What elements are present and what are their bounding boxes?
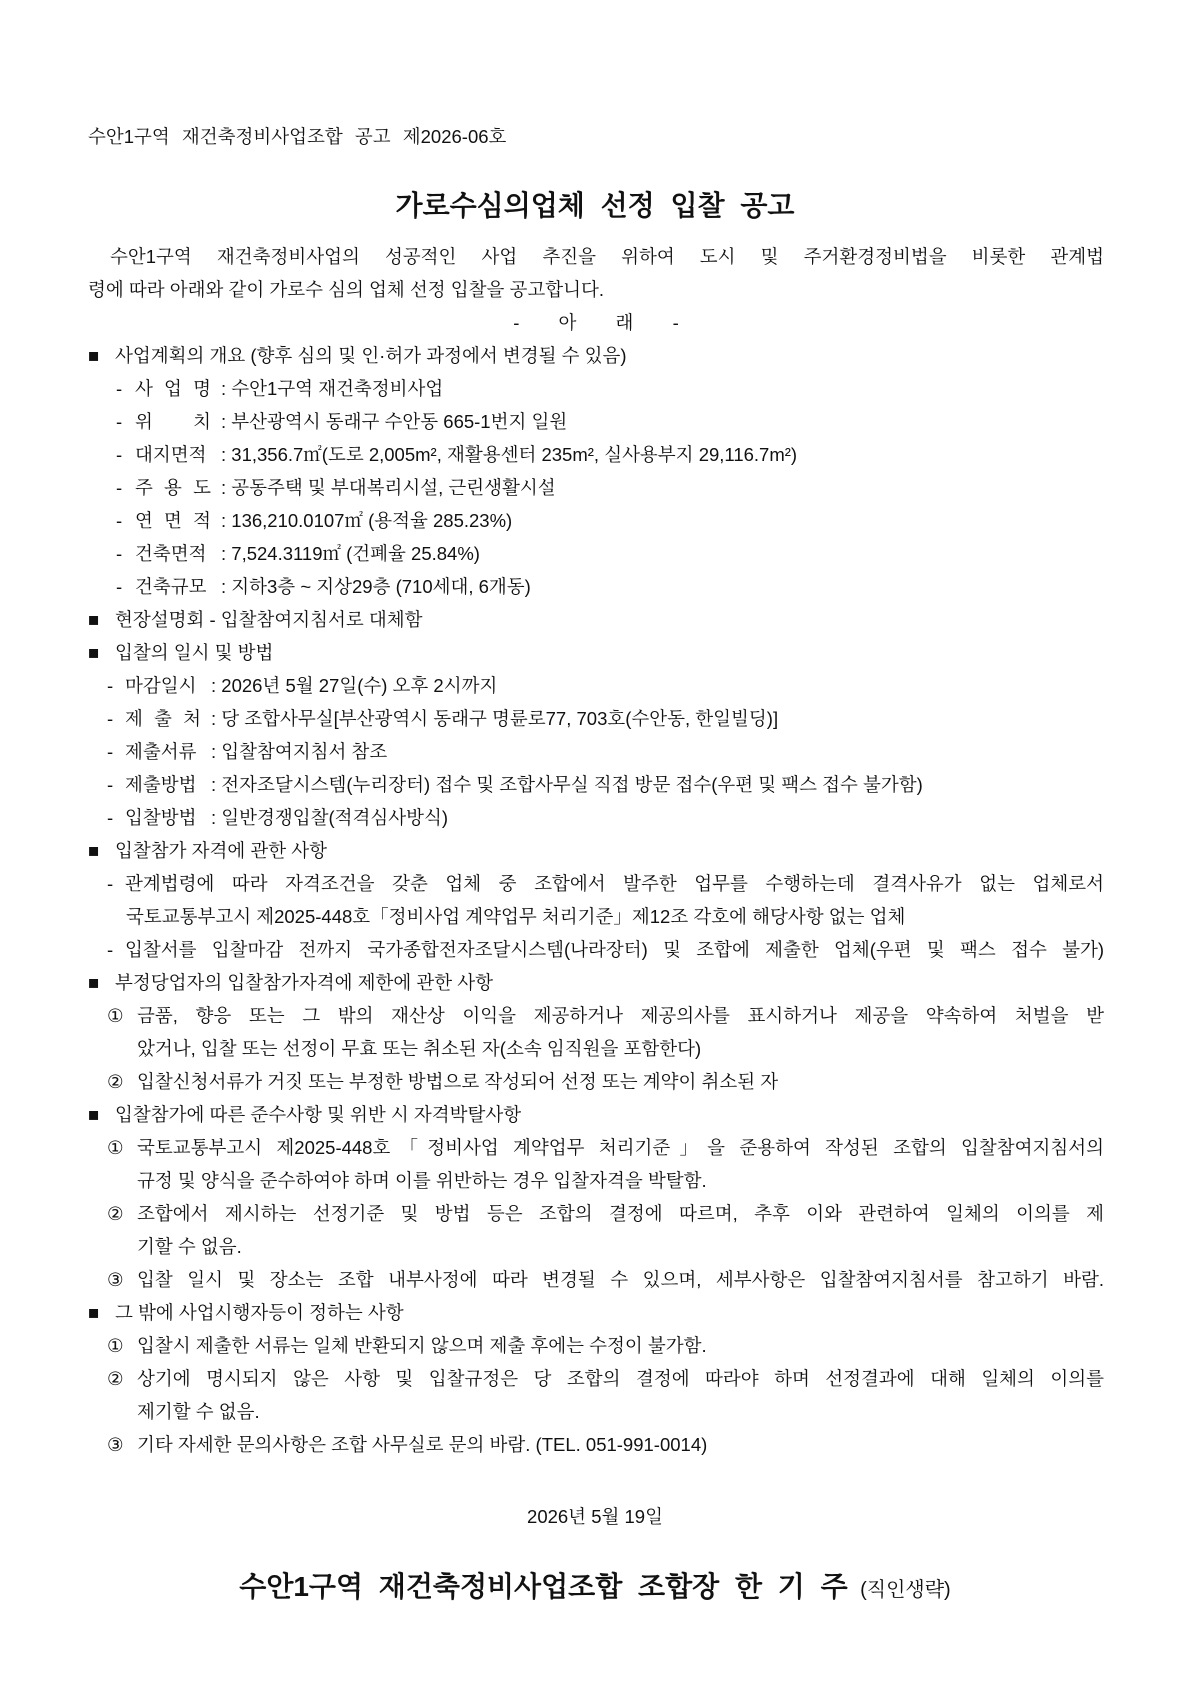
- item-bullet: -: [107, 708, 114, 729]
- intro-line: [88, 273, 1104, 306]
- section-heading: [88, 834, 1104, 867]
- item-label: 대지면적: [135, 444, 207, 465]
- section-disqualified-bidders: [88, 966, 1104, 1098]
- schedule-item: [88, 801, 1104, 834]
- item-bullet: -: [116, 477, 123, 498]
- section-marker: ■: [88, 1104, 100, 1125]
- item-value: : 전자조달시스템(누리장터) 접수 및 조합사무실 직접 방문 접수(우편 및 팩스 접수 불가함): [211, 774, 923, 795]
- overview-item: [88, 372, 1104, 405]
- item-value: : 지하3층 ~ 지상29층 (710세대, 6개동): [221, 576, 531, 597]
- seal-omitted-note: (직인생략): [860, 1579, 951, 1601]
- item-number: ①: [107, 1137, 124, 1158]
- overview-item: [88, 537, 1104, 570]
- below-marker: - 아 래 -: [513, 312, 679, 333]
- item-number: ②: [107, 1368, 124, 1389]
- item-label: 제 출 처: [125, 708, 201, 729]
- document-title: 가로수심의업체 선정 입찰 공고: [395, 190, 795, 221]
- section-heading: [88, 603, 1104, 636]
- numbered-item-continuation: [88, 1395, 1104, 1428]
- item-value: : 수안1구역 재건축정비사업: [221, 378, 444, 399]
- item-text: 기할 수 없음.: [137, 1236, 242, 1257]
- section-marker: ■: [88, 840, 100, 861]
- overview-item: [88, 471, 1104, 504]
- section-heading-text: 입찰참가 자격에 관한 사항: [115, 840, 328, 861]
- item-number: ③: [107, 1269, 124, 1290]
- numbered-item: [88, 999, 1104, 1032]
- item-text: 관계법령에 따라 자격조건을 갖춘 업체 중 조합에서 발주한 업무를 수행하는데 결격사유가 없는 업체로서: [125, 873, 1104, 894]
- eligibility-item: [88, 867, 1104, 900]
- item-value: : 31,356.7㎡(도로 2,005m², 재활용센터 235m², 실사용부지 29,116.7m²): [221, 444, 798, 465]
- item-value: : 공동주택 및 부대복리시설, 근린생활시설: [221, 477, 556, 498]
- item-text: 국토교통부고시 제2025-448호「정비사업 계약업무 처리기준」제12조 각호에 해당사항 없는 업체: [126, 906, 906, 927]
- item-number: ②: [107, 1071, 124, 1092]
- schedule-item: [88, 669, 1104, 702]
- numbered-item: [88, 1065, 1104, 1098]
- item-bullet: -: [107, 807, 114, 828]
- item-bullet: -: [107, 741, 114, 762]
- schedule-item: [88, 768, 1104, 801]
- overview-item: [88, 570, 1104, 603]
- item-label: 제출방법: [125, 774, 197, 795]
- section-other-matters: [88, 1296, 1104, 1461]
- item-text: 입찰신청서류가 거짓 또는 부정한 방법으로 작성되어 선정 또는 계약이 취소된 자: [137, 1071, 779, 1092]
- item-bullet: -: [116, 444, 123, 465]
- section-marker: ■: [88, 1302, 100, 1323]
- section-site-briefing: [88, 603, 1104, 636]
- item-label: 마감일시: [125, 675, 197, 696]
- section-heading-text: 입찰의 일시 및 방법: [115, 642, 274, 663]
- numbered-item: [88, 1263, 1104, 1296]
- item-value: : 당 조합사무실[부산광역시 동래구 명륜로77, 703호(수안동, 한일빌딩)]: [211, 708, 779, 729]
- eligibility-item-continuation: [88, 900, 1104, 933]
- item-value: : 일반경쟁입찰(적격심사방식): [211, 807, 449, 828]
- item-bullet: -: [116, 543, 123, 564]
- item-value: : 136,210.0107㎡ (용적율 285.23%): [221, 510, 513, 531]
- item-label: 건축면적: [135, 543, 207, 564]
- item-number: ②: [107, 1203, 124, 1224]
- item-bullet: -: [107, 675, 114, 696]
- item-value: : 2026년 5월 27일(수) 오후 2시까지: [211, 675, 498, 696]
- item-label: 주 용 도: [135, 477, 211, 498]
- item-bullet: -: [116, 510, 123, 531]
- section-heading-text: 부정당업자의 입찰참가자격에 제한에 관한 사항: [115, 972, 493, 993]
- numbered-item-continuation: [88, 1230, 1104, 1263]
- numbered-item-continuation: [88, 1164, 1104, 1197]
- section-heading-text: 입찰참가에 따른 준수사항 및 위반 시 자격박탈사항: [115, 1104, 522, 1125]
- item-bullet: -: [107, 774, 114, 795]
- item-bullet: -: [116, 411, 123, 432]
- signature-block: [0, 1566, 1190, 1613]
- item-bullet: -: [116, 576, 123, 597]
- item-text: 국토교통부고시 제2025-448호「정비사업 계약업무 처리기준」을 준용하여 작성된 조합의 입찰참여지침서의: [137, 1137, 1104, 1158]
- schedule-item: [88, 735, 1104, 768]
- section-eligibility: [88, 834, 1104, 966]
- item-value: : 7,524.3119㎡ (건폐율 25.84%): [221, 543, 480, 564]
- item-value: : 입찰참여지침서 참조: [211, 741, 388, 762]
- section-heading: [88, 1098, 1104, 1131]
- section-marker: ■: [88, 972, 100, 993]
- item-text: 조합에서 제시하는 선정기준 및 방법 등은 조합의 결정에 따르며, 추후 이와 관련하여 일체의 이의를 제: [137, 1203, 1104, 1224]
- item-value: : 부산광역시 동래구 수안동 665-1번지 일원: [221, 411, 568, 432]
- item-text: 입찰 일시 및 장소는 조합 내부사정에 따라 변경될 수 있으며, 세부사항은 입찰참여지침서를 참고하기 바람.: [137, 1269, 1104, 1290]
- item-text: 입찰서를 입찰마감 전까지 국가종합전자조달시스템(나라장터) 및 조합에 제출한 업체(우편 및 팩스 접수 불가): [125, 939, 1104, 960]
- section-bid-schedule: [88, 636, 1104, 834]
- section-marker: ■: [88, 609, 100, 630]
- intro-line: [88, 240, 1104, 273]
- item-number: ①: [107, 1335, 124, 1356]
- numbered-item-continuation: [88, 1032, 1104, 1065]
- item-label: 건축규모: [135, 576, 207, 597]
- item-text: 제기할 수 없음.: [137, 1401, 260, 1422]
- section-marker: ■: [88, 345, 100, 366]
- numbered-item: [88, 1362, 1104, 1395]
- item-text: 입찰시 제출한 서류는 일체 반환되지 않으며 제출 후에는 수정이 불가함.: [137, 1335, 707, 1356]
- section-heading-text: 그 밖에 사업시행자등이 정하는 사항: [115, 1302, 404, 1323]
- item-bullet: -: [107, 939, 114, 960]
- overview-item: [88, 504, 1104, 537]
- section-heading: [88, 339, 1104, 372]
- item-number: ①: [107, 1005, 124, 1026]
- signatory-name: 수안1구역 재건축정비사업조합 조합장 한 기 주: [239, 1571, 848, 1602]
- section-marker: ■: [88, 642, 100, 663]
- schedule-item: [88, 702, 1104, 735]
- item-label: 위 치: [135, 411, 211, 432]
- item-label: 제출서류: [125, 741, 197, 762]
- section-heading-text: 현장설명회 - 입찰참여지침서로 대체함: [115, 609, 423, 630]
- eligibility-item: [88, 933, 1104, 966]
- item-text: 규정 및 양식을 준수하여야 하며 이를 위반하는 경우 입찰자격을 박탈함.: [137, 1170, 707, 1191]
- item-text: 상기에 명시되지 않은 사항 및 입찰규정은 당 조합의 결정에 따라야 하며 선정결과에 대해 일체의 이의를: [137, 1368, 1104, 1389]
- item-text: 았거나, 입찰 또는 선정이 무효 또는 취소된 자(소속 임직원을 포함한다): [137, 1038, 702, 1059]
- item-bullet: -: [116, 378, 123, 399]
- overview-item: [88, 438, 1104, 471]
- numbered-item: [88, 1131, 1104, 1164]
- numbered-item: [88, 1197, 1104, 1230]
- section-project-overview: [88, 339, 1104, 603]
- intro-text: 령에 따라 아래와 같이 가로수 심의 업체 선정 입찰을 공고합니다.: [88, 279, 605, 300]
- item-label: 연 면 적: [135, 510, 211, 531]
- numbered-item: [88, 1329, 1104, 1362]
- item-text: 기타 자세한 문의사항은 조합 사무실로 문의 바람. (TEL. 051-991-0014): [137, 1434, 708, 1455]
- notice-date: 2026년 5월 19일: [527, 1506, 663, 1527]
- item-label: 사 업 명: [135, 378, 211, 399]
- overview-item: [88, 405, 1104, 438]
- section-heading-text: 사업계획의 개요 (향후 심의 및 인·허가 과정에서 변경될 수 있음): [115, 345, 627, 366]
- document-body: [88, 240, 1104, 1461]
- item-number: ③: [107, 1434, 124, 1455]
- section-heading: [88, 1296, 1104, 1329]
- item-bullet: -: [107, 873, 114, 894]
- numbered-item: [88, 1428, 1104, 1461]
- intro-text: 수안1구역 재건축정비사업의 성공적인 사업 추진을 위하여 도시 및 주거환경정비법을 비롯한 관계법: [110, 246, 1104, 267]
- item-label: 입찰방법: [125, 807, 197, 828]
- section-heading: [88, 636, 1104, 669]
- section-heading: [88, 966, 1104, 999]
- below-marker-line: [88, 306, 1104, 339]
- item-text: 금품, 향응 또는 그 밖의 재산상 이익을 제공하거나 제공의사를 표시하거나 제공을 약속하여 처벌을 받: [137, 1005, 1104, 1026]
- notice-number: 수안1구역 재건축정비사업조합 공고 제2026-06호: [88, 126, 507, 147]
- section-compliance: [88, 1098, 1104, 1296]
